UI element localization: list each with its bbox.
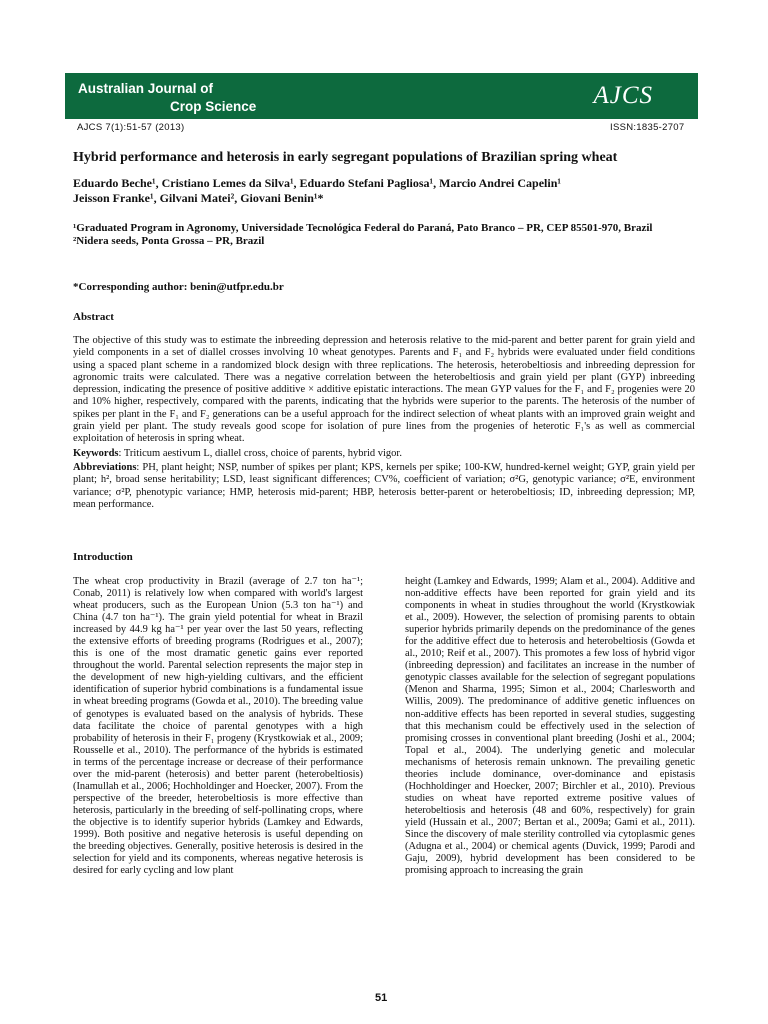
keywords-text: : Triticum aestivum L, diallel cross, choice of parents, hybrid vigor. (118, 448, 402, 459)
abstract-heading: Abstract (73, 311, 114, 323)
abstract-text: The objective of this study was to estimate the inbreeding depression and heterosis relative to the mid-parent and better parent for grain yield and yield components in a set of diallel crosses involving 10 wheat genotypes. Parents and F₁ and F₂ hybrids were evaluated under field conditions using a spaced plant scheme in a randomized block design with three replications. The heterosis, heterobeltiosis and inbreeding depression for agronomic traits were calculated. There was a negative correlation between the heterobeltiosis and grain yield per plant (GYP) inbreeding depression, indicating the presence of positive additive × additive epistatic interactions. The mean GYP values for the F₁ and F₂ progenies were 20 and 10% higher, respectively, compared with the parents, indicating that the hybrids were superior to the parents. The heterosis of the number of spikes per plant in the F₁ and F₂ generations can be a useful approach for the indirect selection of wheat plants with an improved grain weight and grain yield per plant. The study reveals good scope for isolation of pure lines from the progenies of heterotic F₁'s as well as commercial exploitation of heterosis in spring wheat. (73, 335, 695, 445)
keywords-label: Keywords (73, 448, 119, 459)
issn: ISSN:1835-2707 (610, 122, 685, 133)
abbreviations-text: : PH, plant height; NSP, number of spikes per plant; KPS, kernels per spike; 100-KW, hundred-kernel weight; GYP, grain yield per plant; h², broad sense heritability; LSD, least significant differences; CV%, coefficient of variation; σ²G, genotypic variance; σ²E, environment variance; σ²P, phenotypic variance; HMP, heterosis mid-parent; HBP, heterosis better-parent or heterobeltiosis; ID, inbreeding depression; MP, mean performance. (73, 462, 695, 510)
introduction-heading: Introduction (73, 551, 133, 563)
page-number: 51 (375, 992, 388, 1004)
affiliation-1: ¹Graduated Program in Agronomy, Universidade Tecnológica Federal do Paraná, Pato Branco – PR, CEP 85501-970, Brazil (73, 222, 653, 234)
corresponding-author: *Corresponding author: benin@utfpr.edu.br (73, 281, 284, 293)
authors-line-2: Jeisson Franke¹, Gilvani Matei², Giovani Benin¹* (73, 191, 324, 205)
abbreviations (73, 462, 695, 511)
authors-line-1: Eduardo Beche¹, Cristiano Lemes da Silva¹, Eduardo Stefani Pagliosa¹, Marcio Andrei Capelin¹ (73, 176, 561, 190)
journal-name-line2: Crop Science (170, 99, 257, 114)
author-list (73, 176, 703, 206)
journal-banner (65, 73, 698, 119)
keywords (73, 448, 695, 460)
journal-logo: AJCS (593, 82, 653, 109)
introduction-column-1: The wheat crop productivity in Brazil (average of 2.7 ton ha⁻¹; Conab, 2011) is relatively low when compared with world's largest wheat producers, such as the European Union (5.3 ton ha⁻¹) and China (4.7 ton ha⁻¹). The grain yield potential for wheat in Brazil increased by 44.9 kg ha⁻¹ per year over the last 50 years, reflecting the extensive efforts of breeding programs (Rodrigues et al., 2007); this is one of the most dramatic genetic gains ever reported throughout the world. Parental selection represents the major step in the development of new high-yielding cultivars, and the efficient identification of superior hybrid combinations is a fundamental issue in wheat breeding programs (Gowda et al., 2010). The breeding value of genotypes is evaluated based on the analysis of hybrids. These data facilitate the choice of parental genotypes with a high probability of heterosis in their F₁ progeny (Krystkowiak et al., 2009; Rousselle et al., 2010). The performance of the hybrids is estimated in terms of the percentage increase or decrease of their performance over the mid-parent (heterosis) and better parent (heterobeltiosis) (Inamullah et al., 2006; Hochholdinger and Hoecker, 2007). From the perspective of the breeder, heterobeltiosis is more effective than heterosis, particularly in the breeding of self-pollinating crops, where the objective is to identify superior hybrids (Lamkey and Edwards, 1999). Both positive and negative heterosis is useful depending on the breeding objectives. Generally, positive heterosis is desired in the selection for yield and its components, whereas negative heterosis is desired for early cycling and low plant (73, 576, 363, 877)
affiliation-2: ²Nidera seeds, Ponta Grossa – PR, Brazil (73, 235, 265, 247)
citation: AJCS 7(1):51-57 (2013) (77, 122, 185, 133)
abbreviations-label: Abbreviations (73, 462, 137, 473)
journal-name-line1: Australian Journal of (78, 81, 214, 96)
article-title: Hybrid performance and heterosis in early segregant populations of Brazilian spring wheat (73, 150, 618, 165)
introduction-column-2: height (Lamkey and Edwards, 1999; Alam et al., 2004). Additive and non-additive effects have been reported for grain yield and its components in wheat in studies throughout the world (Krystkowiak et al., 2009). However, the selection of promising parents to obtain superior hybrids primarily depends on the predominance of the genes for the additive effect due to heterosis and heterobeltiosis (Gowda et al., 2010; Reif et al., 2007). This promotes a few loss of hybrid vigor (inbreeding depression) and facilitates an increase in the number of genotypic classes available for the selection of segregant populations (Menon and Sharma, 1995; Simon et al., 2004; Charlesworth and Willis, 2009). The predominance of additive genetic influences on non-additive effects has been reported in several studies, suggesting that this mechanism could be effectively used in the selection of promising crosses in conventional plant breeding (Joshi et al., 2004; Topal et al., 2004). The underlying genetic and molecular mechanisms of heterosis remain unknown. The prevailing genetic theories include dominance, over-dominance and epistasis (Hochholdinger and Hoecker, 2007; Birchler et al., 2010). Previous studies on wheat have reported extreme positive values of heterobeltiosis and heterosis (48 and 60%, respectively) for grain yield (Hussain et al., 2007; Bertan et al., 2009a; Gami et al., 2011). Since the discovery of male sterility controlled via cytoplasmic genes (Adugna et al., 2004) or chemical agents (Duvick, 1999; Parodi and Gaju, 2009), hybrid development has been considered to be promising approach to increasing the grain (405, 576, 695, 877)
affiliations (73, 222, 703, 248)
